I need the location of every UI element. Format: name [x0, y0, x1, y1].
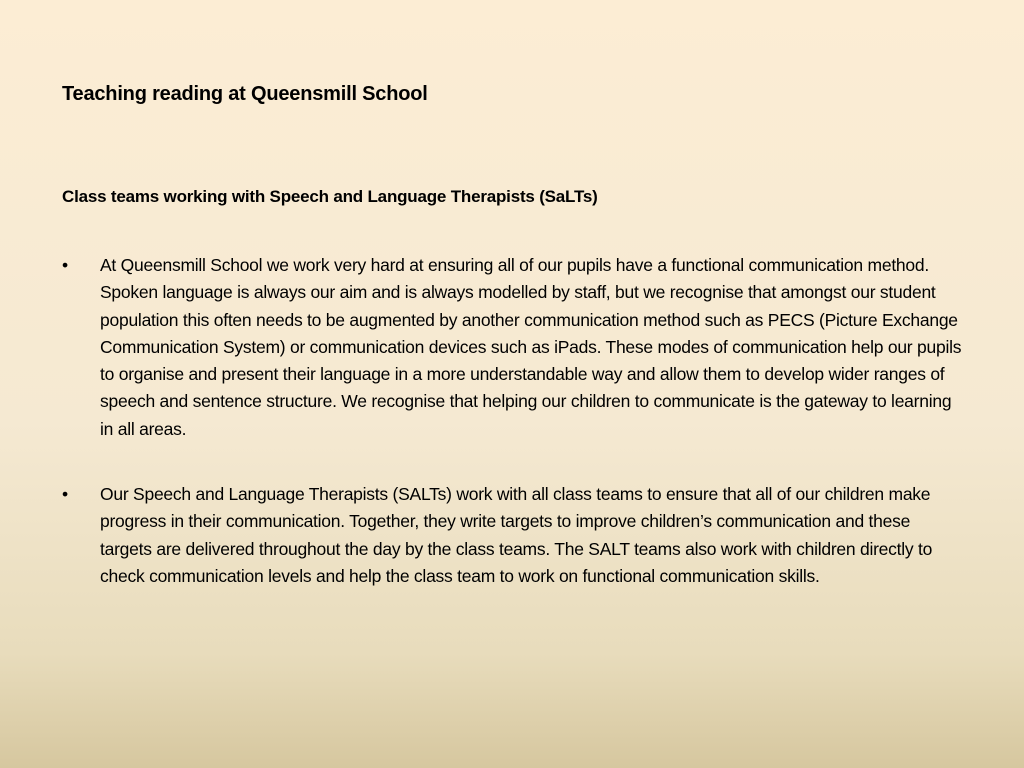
- bullet-text: At Queensmill School we work very hard at ensuring all of our pupils have a functional communication method. Spoken language is always our aim and is always modelled by staff, but we recognise that amongst our student population this often needs to be augmented by another communication method such as PECS (Picture Exchange Communication System) or communication devices such as iPads. These modes of communication help our pupils to organise and present their language in a more understandable way and allow them to develop wider ranges of speech and sentence structure. We recognise that helping our children to communicate is the gateway to learning in all areas.: [100, 255, 962, 439]
- bullet-icon: •: [62, 255, 68, 275]
- bullet-item: [62, 252, 962, 443]
- page-title: Teaching reading at Queensmill School: [62, 83, 428, 105]
- bullet-icon: •: [62, 484, 68, 505]
- section-heading: Class teams working with Speech and Language Therapists (SaLTs): [62, 187, 598, 206]
- bullet-item: [62, 481, 962, 590]
- bullet-text: Our Speech and Language Therapists (SALTs) work with all class teams to ensure that all of our children make progress in their communication. Together, they write targets to improve children’s communication and these targets are delivered throughout the day by the class teams. The SALT teams also work with children directly to check communication levels and help the class team to work on functional communication skills.: [100, 484, 933, 586]
- bullet-list: [62, 252, 962, 590]
